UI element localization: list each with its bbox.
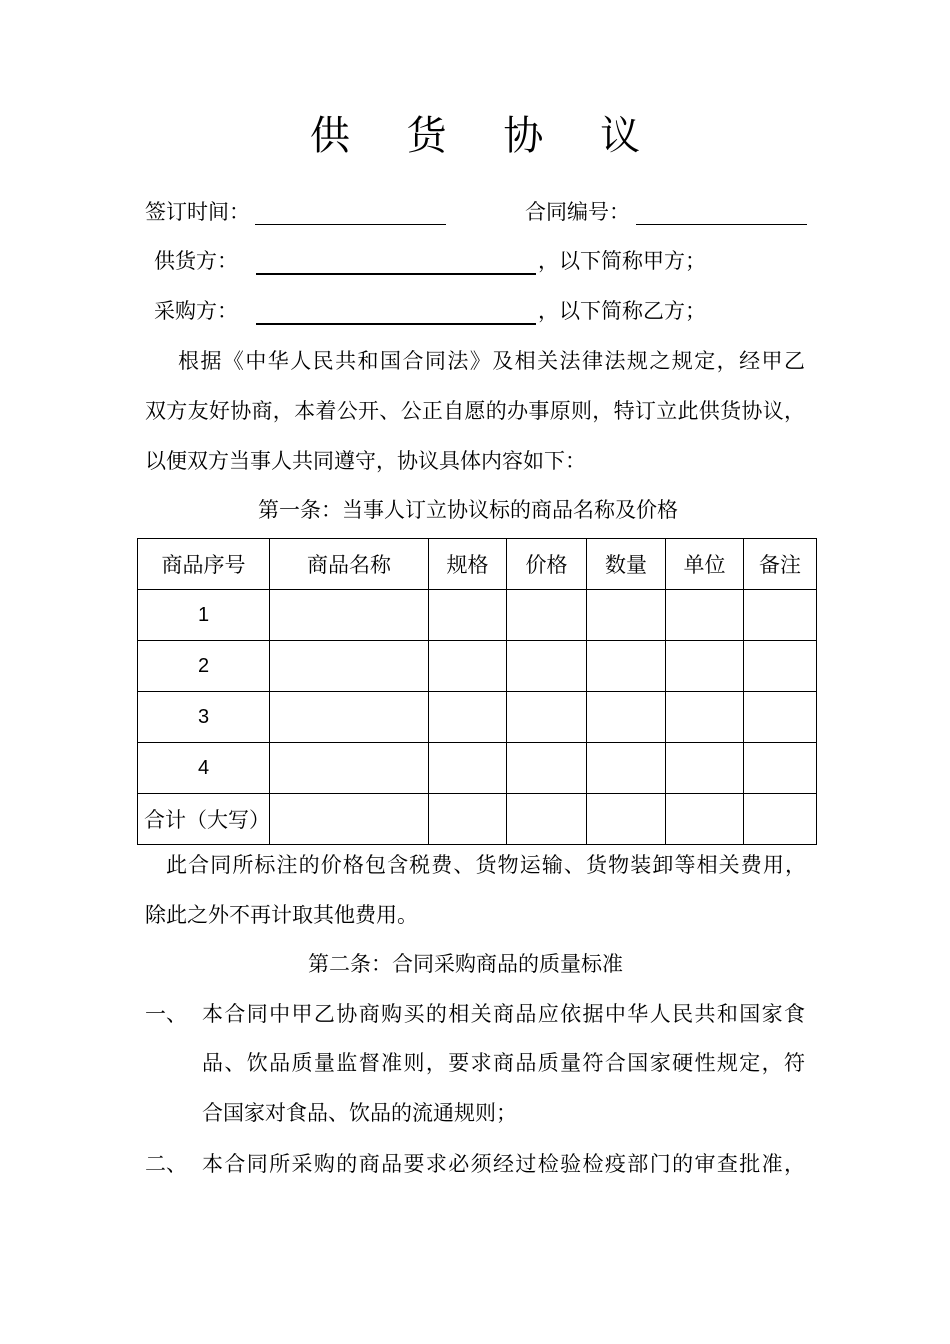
- table-cell[interactable]: [429, 692, 507, 743]
- table-cell[interactable]: [587, 743, 666, 794]
- row-seq-cell: 3: [138, 692, 270, 743]
- row-seq-cell: 4: [138, 743, 270, 794]
- table-cell[interactable]: [429, 743, 507, 794]
- buyer-field[interactable]: [256, 323, 536, 325]
- article2-heading: 第二条：合同采购商品的质量标准: [308, 952, 623, 976]
- item1-line-2: 品、饮品质量监督准则，要求商品质量符合国家硬性规定，符: [202, 1051, 805, 1075]
- table-cell[interactable]: [744, 590, 817, 641]
- header-cell-remark: 备注: [744, 539, 817, 590]
- table-cell[interactable]: [666, 590, 744, 641]
- table-row: [138, 641, 817, 692]
- article1-heading: 第一条：当事人订立协议标的商品名称及价格: [258, 498, 678, 522]
- item2-line-1: 本合同所采购的商品要求必须经过检验检疫部门的审查批准，: [202, 1152, 805, 1176]
- table-header-row: [138, 539, 817, 590]
- header-cell-unit: 单位: [666, 539, 744, 590]
- item1-line-1: 本合同中甲乙协商购买的相关商品应依据中华人民共和国家食: [202, 1002, 805, 1026]
- table-cell[interactable]: [744, 641, 817, 692]
- table-cell[interactable]: [587, 692, 666, 743]
- item2-marker: 二、: [145, 1152, 187, 1176]
- item1-marker: 一、: [145, 1002, 187, 1026]
- table-cell[interactable]: [270, 743, 429, 794]
- table-cell[interactable]: [666, 743, 744, 794]
- table-cell[interactable]: [666, 641, 744, 692]
- header-cell-name: 商品名称: [270, 539, 429, 590]
- sign-time-field[interactable]: [255, 224, 446, 225]
- row-seq-cell: 1: [138, 590, 270, 641]
- table-cell[interactable]: [507, 641, 587, 692]
- table-cell[interactable]: [429, 794, 507, 845]
- sign-time-label: 签订时间：: [145, 200, 250, 224]
- total-label-cell: 合计（大写）: [138, 794, 270, 845]
- buyer-suffix: ，以下简称乙方；: [538, 299, 706, 323]
- table-cell[interactable]: [744, 794, 817, 845]
- table-cell[interactable]: [270, 692, 429, 743]
- header-cell-qty: 数量: [587, 539, 666, 590]
- contract-no-label: 合同编号：: [525, 200, 630, 224]
- table-cell[interactable]: [744, 743, 817, 794]
- price-note-line-1: 此合同所标注的价格包含税费、货物运输、货物装卸等相关费用，: [166, 853, 806, 877]
- table-cell[interactable]: [507, 794, 587, 845]
- table-cell[interactable]: [587, 641, 666, 692]
- goods-table: [137, 538, 817, 845]
- contract-no-field[interactable]: [636, 224, 807, 225]
- table-row: [138, 692, 817, 743]
- table-cell[interactable]: [429, 590, 507, 641]
- table-cell[interactable]: [744, 692, 817, 743]
- table-cell[interactable]: [507, 692, 587, 743]
- table-cell[interactable]: [666, 692, 744, 743]
- table-row: [138, 590, 817, 641]
- supplier-label: 供货方：: [154, 249, 238, 273]
- table-cell[interactable]: [507, 590, 587, 641]
- table-total-row: [138, 794, 817, 845]
- header-cell-seq: 商品序号: [138, 539, 270, 590]
- table-cell[interactable]: [587, 590, 666, 641]
- table-cell[interactable]: [666, 794, 744, 845]
- table-cell[interactable]: [507, 743, 587, 794]
- header-cell-spec: 规格: [429, 539, 507, 590]
- intro-line-2: 双方友好协商，本着公开、公正自愿的办事原则，特订立此供货协议，: [145, 399, 805, 423]
- intro-line-1: 根据《中华人民共和国合同法》及相关法律法规之规定，经甲乙: [178, 349, 805, 373]
- header-cell-price: 价格: [507, 539, 587, 590]
- table-cell[interactable]: [587, 794, 666, 845]
- supplier-suffix: ，以下简称甲方；: [538, 249, 706, 273]
- table-cell[interactable]: [270, 641, 429, 692]
- row-seq-cell: 2: [138, 641, 270, 692]
- table-cell[interactable]: [270, 590, 429, 641]
- table-cell[interactable]: [429, 641, 507, 692]
- item1-line-3: 合国家对食品、饮品的流通规则；: [202, 1101, 517, 1125]
- document-title: 供 货 协 议: [309, 113, 663, 159]
- table-row: [138, 743, 817, 794]
- buyer-label: 采购方：: [154, 299, 238, 323]
- intro-line-3: 以便双方当事人共同遵守，协议具体内容如下：: [145, 449, 586, 473]
- table-cell[interactable]: [270, 794, 429, 845]
- price-note-line-2: 除此之外不再计取其他费用。: [145, 903, 418, 927]
- supplier-field[interactable]: [256, 273, 536, 275]
